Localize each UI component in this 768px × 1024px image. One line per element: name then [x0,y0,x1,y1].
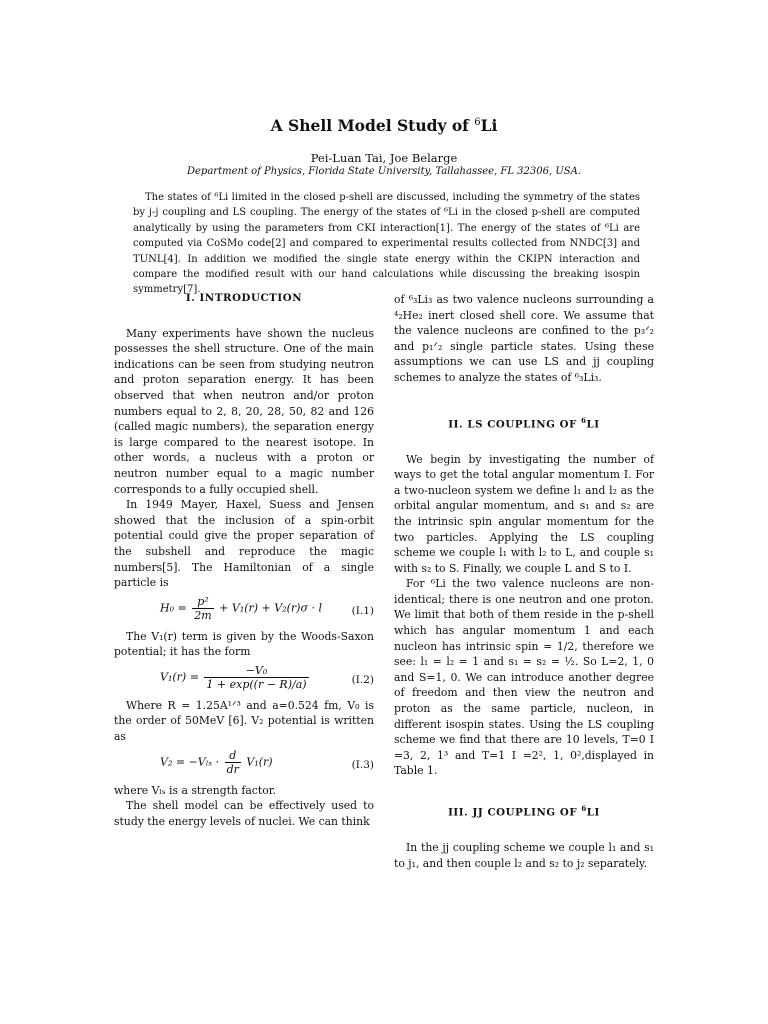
paragraph-intro-1: Many experiments have shown the nucleus possesses the shell structure. One of the main indications can be seen from studying neutron and proton separation energy. It has been observed that when neutron and/or proton numbers equal to 2, 8, 20, 28, 50, 82 and 126 (called magic numbers), the separation energy is large compared to the nearest isotope. In other words, a nucleus with a proton or neutron number equal to a magic number corresponds to a fully occupied shell. [114,326,374,496]
eq2-lhs: V₁(r) = [160,670,203,684]
eq1-label: (I.1) [351,604,374,617]
paragraph-strength-factor: where Vₗₛ is a strength factor. [114,783,277,797]
section-heading-introduction: I. INTRODUCTION [185,292,303,304]
section-heading-ls-coupling [394,413,654,433]
equation-i2 [114,660,374,698]
paragraph-intro-2: In 1949 Mayer, Haxel, Suess and Jensen showed that the inclusion of a spin-orbit potential could give the proper separation of the subshell and reproduce the magic numbers[5]. The Hamiltonian of a single particle is [114,498,374,590]
eq2-fraction [204,664,308,691]
paragraph-jj-1: In the jj coupling scheme we couple l₁ and s₁ to j₁, and then couple l₂ and s₂ to j₂ separately. [394,841,654,870]
eq2-numerator: −V₀ [204,664,308,678]
right-column [394,292,654,871]
affiliation: Department of Physics, Florida State University, Tallahassee, FL 32306, USA. [186,166,582,177]
eq3-rhs: V₁(r) [246,755,273,769]
title-text: A Shell Model Study of [270,116,475,135]
eq1-denominator: 2m [194,608,212,622]
sec3-tail: LI [586,806,600,819]
sec2-text: II. LS COUPLING OF [448,417,582,430]
eq1-rhs: + V₁(r) + V₂(r)σ · l [219,601,322,615]
abstract [133,190,640,298]
sec2-superscript: 6 [581,415,587,425]
paragraph-woods-saxon: The V₁(r) term is given by the Woods-Saxon potential; it has the form [114,629,374,659]
left-column [114,291,374,829]
paragraph-shell-model: The shell model can be effectively used to study the energy levels of nuclei. We can think [114,799,374,828]
abstract-text: The states of ⁶Li limited in the closed p-shell are discussed, including the symmetry of the states by j-j coupling and LS coupling. The energy of the states of ⁶Li in the closed p-shell are computed analytically by using the parameters from CKI interaction[1]. The energy of the states of ⁶Li are computed via CoSMo code[2] and compared to experimental results collected from NNDC[3] and TUNL[4]. In addition we modified the single state energy within the CKIPN interaction and compare the modified result with our hand calculations while discussing the breaking isospin symmetry[7]. [133,192,640,296]
eq1-lhs: H₀ = [160,601,191,615]
authors: Pei-Luan Tai, Joe Belarge [310,151,458,165]
eq3-numerator: d [225,749,241,763]
paragraph-radius: Where R = 1.25A¹ᐟ³ and a=0.524 fm, V₀ is the order of 50MeV [6]. V₂ potential is written as [114,698,374,744]
eq3-lhs: V₂ = −Vₗₛ · [160,755,223,769]
sec3-superscript: 6 [581,804,587,814]
eq2-denominator: 1 + exp((r − R)/a) [206,677,307,691]
paragraph-ls-1: We begin by investigating the number of ways to get the total angular momentum I. For a two-nucleon system we define l₁ and l₂ as the orbital angular momentum, and s₁ and s₂ are the intrinsic spin angular momentum for the two particles. Applying the LS coupling scheme we couple l₁ with l₂ to L, and couple s₁ with s₂ to S. Finally, we couple L and S to I. [394,452,654,575]
paper-title [0,116,768,135]
equation-i3 [114,745,374,783]
eq1-numerator: p² [192,595,213,609]
paragraph-ls-2: For ⁶Li the two valence nucleons are non-identical; there is one neutron and one proton. We limit that both of them reside in the p-shell which has angular momentum 1 and each nucleon has intrinsic spin = 1/2, therefore we see: l₁ = l₂ = 1 and s₁ = s₂ = ½. So L=2, 1, 0 and S=1, 0. We can introduce another degree of freedom and then view the neutron and proton as the same particle, nucleon, in different isospin states. Using the LS coupling scheme we find that there are 10 levels, T=0 I =3, 2, 1³ and T=1 I =2², 1, 0²,displayed in Table 1. [394,577,654,778]
eq2-label: (I.2) [351,673,374,686]
section-heading-jj-coupling [394,801,654,821]
equation-i1 [114,591,374,629]
eq3-denominator: dr [226,762,239,776]
eq1-fraction [192,595,213,622]
title-superscript: 6 [474,116,481,128]
paragraph-core: of ⁶₃Li₃ as two valence nucleons surrounding a ⁴₂He₂ inert closed shell core. We assume that the valence nucleons are confined to the p₃ᐟ₂ and p₁ᐟ₂ single particle states. Using these assumptions we can use LS and jj coupling schemes to analyze the states of ⁶₃Li₃. [394,293,654,384]
eq3-label: (I.3) [351,758,374,771]
sec3-text: III. JJ COUPLING OF [448,806,582,819]
eq3-fraction [225,749,241,776]
sec2-tail: LI [586,417,600,430]
title-tail: Li [480,116,498,135]
